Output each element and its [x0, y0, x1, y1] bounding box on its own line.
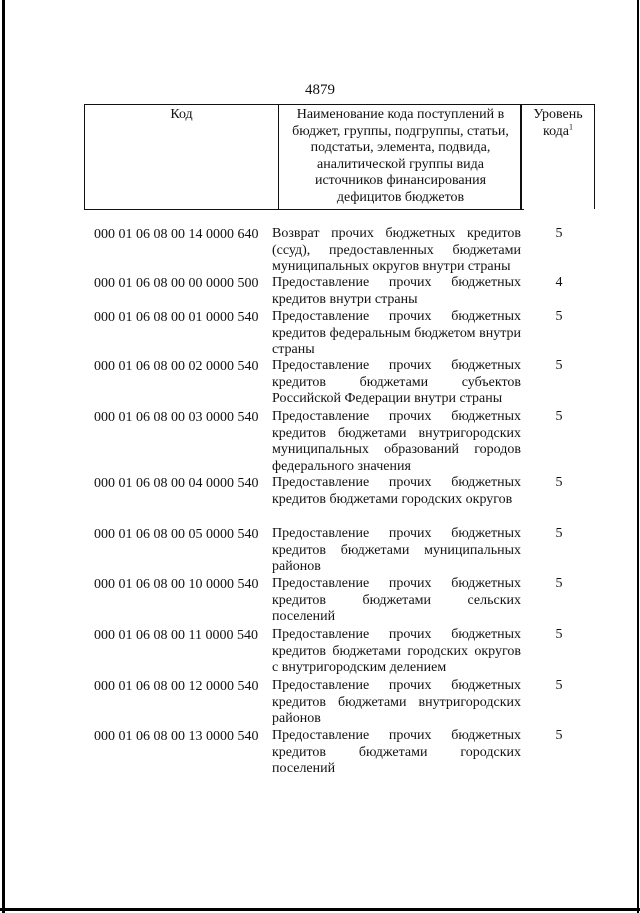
row-code: 000 01 06 08 00 01 0000 540 [94, 310, 259, 325]
row-level: 5 [555, 475, 563, 490]
row-description: Возврат прочих бюджетных кредитов (ссуд), предоставленных бюджетами муниципальных округов внутри страны [272, 226, 521, 275]
row-code: 000 01 06 08 00 13 0000 540 [94, 729, 259, 744]
row-level: 5 [555, 728, 563, 743]
row-description: Предоставление прочих бюджетных кредитов бюджетами городских округов [272, 475, 521, 507]
scan-border-left [2, 0, 5, 913]
scan-border-bottom [0, 908, 640, 911]
row-code: 000 01 06 08 00 03 0000 540 [94, 410, 259, 425]
row-description: Предоставление прочих бюджетных кредитов федеральным бюджетом внутри страны [272, 309, 521, 358]
row-level: 5 [555, 226, 563, 241]
header-level-label: Уровень кода [533, 107, 583, 139]
row-code: 000 01 06 08 00 02 0000 540 [94, 359, 259, 374]
header-level-footnote: 1 [569, 121, 574, 131]
row-level: 5 [555, 627, 563, 642]
row-level: 5 [555, 409, 563, 424]
row-description: Предоставление прочих бюджетных кредитов бюджетами городских поселений [272, 728, 521, 777]
page-number: 4879 [305, 82, 335, 98]
row-level: 4 [555, 275, 563, 290]
row-description: Предоставление прочих бюджетных кредитов бюджетами внутригородских муниципальных образований городов федерального значения [272, 409, 521, 474]
row-code: 000 01 06 08 00 11 0000 540 [94, 628, 258, 643]
row-description: Предоставление прочих бюджетных кредитов бюджетами субъектов Российской Федерации внутри страны [272, 358, 521, 407]
row-code: 000 01 06 08 00 05 0000 540 [94, 527, 259, 542]
row-code: 000 01 06 08 00 12 0000 540 [94, 679, 259, 694]
header-code: Код [85, 105, 279, 210]
row-code: 000 01 06 08 00 04 0000 540 [94, 476, 259, 491]
row-level: 5 [555, 678, 563, 693]
row-level: 5 [555, 358, 563, 373]
row-level: 5 [555, 526, 563, 541]
row-level: 5 [555, 576, 563, 591]
row-level: 5 [555, 309, 563, 324]
row-description: Предоставление прочих бюджетных кредитов бюджетами городских округов с внутригородским делением [272, 627, 521, 676]
row-code: 000 01 06 08 00 14 0000 640 [94, 227, 259, 242]
row-description: Предоставление прочих бюджетных кредитов бюджетами сельских поселений [272, 576, 521, 625]
header-name: Наименование кода поступлений в бюджет, группы, подгруппы, статьи, подстатьи, элемента, подвида, аналитической группы вида источников финансирования дефицитов бюджетов [292, 107, 509, 205]
row-description: Предоставление прочих бюджетных кредитов внутри страны [272, 275, 521, 307]
header-bottom-rule [84, 209, 524, 210]
row-code: 000 01 06 08 00 00 0000 500 [94, 276, 259, 291]
row-code: 000 01 06 08 00 10 0000 540 [94, 577, 259, 592]
row-description: Предоставление прочих бюджетных кредитов бюджетами внутригородских районов [272, 678, 521, 727]
scan-border-right [637, 0, 639, 913]
table-header [84, 104, 521, 209]
header-level [521, 104, 595, 209]
row-description: Предоставление прочих бюджетных кредитов бюджетами муниципальных районов [272, 526, 521, 575]
